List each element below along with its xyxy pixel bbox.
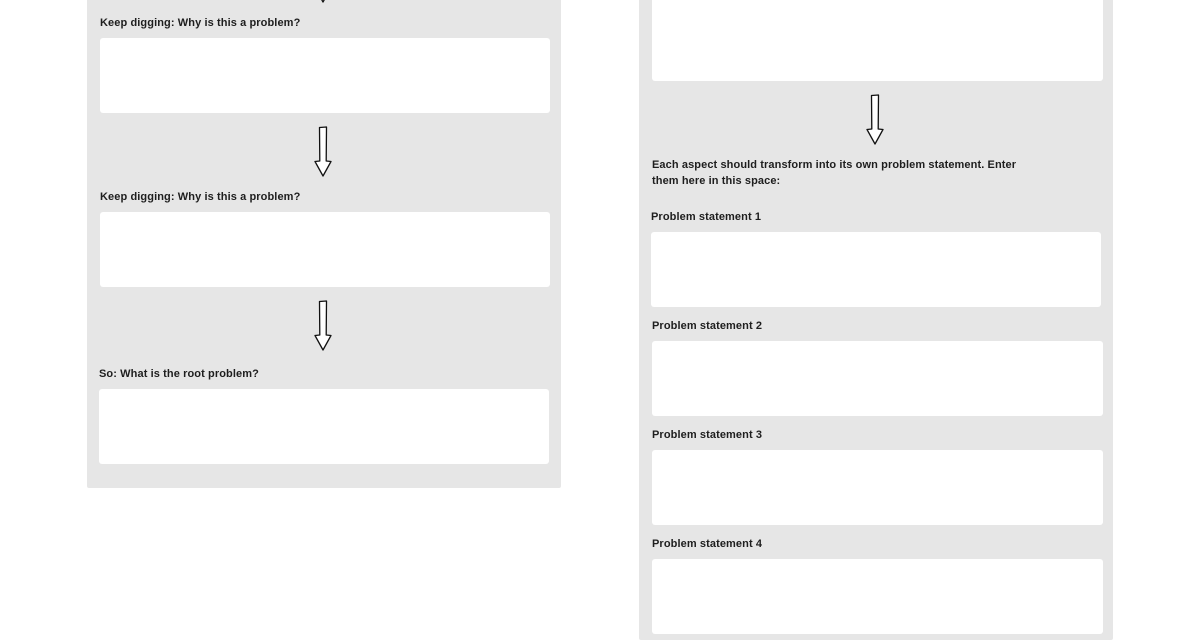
why-problem-label-1: Keep digging: Why is this a problem? [100,17,301,29]
down-arrow-icon [313,126,333,178]
down-arrow-icon [313,0,333,4]
why-problem-input-1[interactable] [100,38,550,113]
problem-statement-label-2: Problem statement 2 [652,320,763,332]
instruction-text: Each aspect should transform into its own problem statement. Enter them here in this space: [652,159,1017,187]
root-problem-input[interactable] [99,389,549,464]
previous-answer-input[interactable] [652,0,1103,81]
down-arrow-icon [313,300,333,352]
root-problem-label: So: What is the root problem? [99,368,259,380]
problem-statement-label-1: Problem statement 1 [651,211,762,223]
down-arrow-icon [865,94,885,146]
problem-statement-input-3[interactable] [652,450,1103,525]
problem-statement-input-4[interactable] [652,559,1103,634]
problem-statement-input-1[interactable] [651,232,1101,307]
problem-statement-label-4: Problem statement 4 [652,538,763,550]
why-problem-label-2: Keep digging: Why is this a problem? [100,191,301,203]
why-problem-input-2[interactable] [100,212,550,287]
problem-statement-input-2[interactable] [652,341,1103,416]
problem-statement-label-3: Problem statement 3 [652,429,763,441]
